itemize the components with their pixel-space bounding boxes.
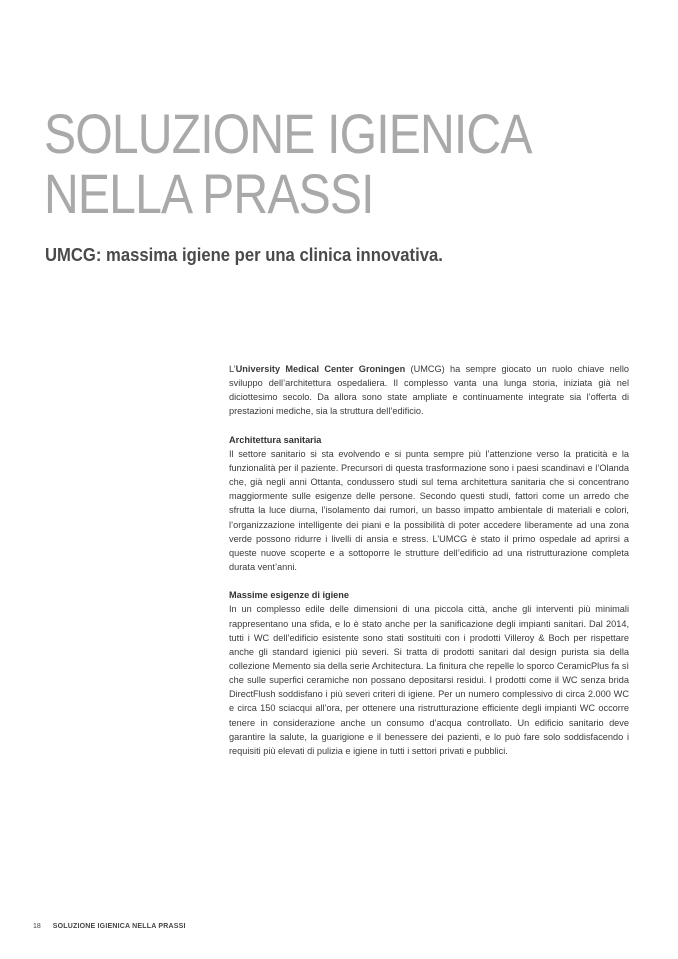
- intro-paragraph: [229, 362, 629, 419]
- footer-running-title: SOLUZIONE IGIENICA NELLA PRASSI: [52, 923, 186, 930]
- intro-text: (UMCG) ha sempre giocato un ruolo chiave nello sviluppo dell’architettura ospedaliera. Il complesso vanta una lunga storia, iniziata già nel diciottesimo secolo. Da allora sono state ampliate e continuamente integrate sia l’offerta di prestazioni mediche, sia la struttura dell’edificio.: [229, 364, 629, 417]
- article-body: [229, 362, 629, 758]
- intro-prefix: L’: [229, 364, 236, 374]
- section-heading-architecture: Architettura sanitaria: [229, 434, 322, 445]
- page-title: [44, 104, 532, 224]
- page-number: 18: [33, 923, 41, 930]
- title-line-2: NELLA PRASSI: [44, 162, 374, 225]
- page-footer: [33, 923, 186, 930]
- section-text-hygiene: In un complesso edile delle dimensioni di una piccola città, anche gli interventi più minimali rappresentano una sfida, e lo è stato anche per la sanificazione degli impianti sanitari. Dal 2014, tutti i WC dell’edificio esistente sono stati sostituiti con i prodotti Villeroy & Boch per rispettare anche gli standard igienici più severi. Si tratta di prodotti sanitari dal design purista sia della collezione Memento sia della serie Architectura. La finitura che repelle lo sporco CeramicPlus fa sì che sulle superfici ceramiche non possano depositarsi residui. I prodotti come il WC senza brida DirectFlush soddisfano i più severi criteri di igiene. Per un numero complessivo di circa 2.000 WC e circa 150 sciacqui all’ora, per ottenere una ristrutturazione efficiente degli impianti WC occorre tenere in considerazione anche un consumo d’acqua controllato. Un edificio sanitario deve garantire la salute, la guarigione e il benessere dei pazienti, e lo può fare solo soddisfacendo i requisiti più elevati di pulizia e igiene in tutti i settori privati e pubblici.: [229, 604, 629, 756]
- page-subtitle: UMCG: massima igiene per una clinica innovativa.: [45, 244, 443, 265]
- title-line-1: SOLUZIONE IGIENICA: [44, 102, 532, 165]
- intro-institution-name: University Medical Center Groningen: [235, 364, 406, 374]
- section-heading-hygiene: Massime esigenze di igiene: [229, 590, 349, 601]
- section-text-architecture: Il settore sanitario si sta evolvendo e si punta sempre più l’attenzione verso la praticità e la funzionalità per il paziente. Precursori di questa trasformazione sono i paesi scandinavi e l’Olanda che, già negli anni Ottanta, condussero studi sul tema architettura sanitaria che si concentrano maggiormente sulle esigenze delle persone. Secondo questi studi, fattori come un arredo che sfrutta la luce diurna, l’isolamento dai rumori, un basso impatto ambientale di materiali e colori, l’organizzazione intelligente dei piani e la possibilità di poter accedere liberamente ad una zona verde possono ridurre i livelli di ansia e stress. L’UMCG è stato il primo ospedale ad aprirsi a queste nuove scoperte e a sottoporre le strutture dell’edificio ad una ristrutturazione completa durata vent’anni.: [229, 448, 629, 573]
